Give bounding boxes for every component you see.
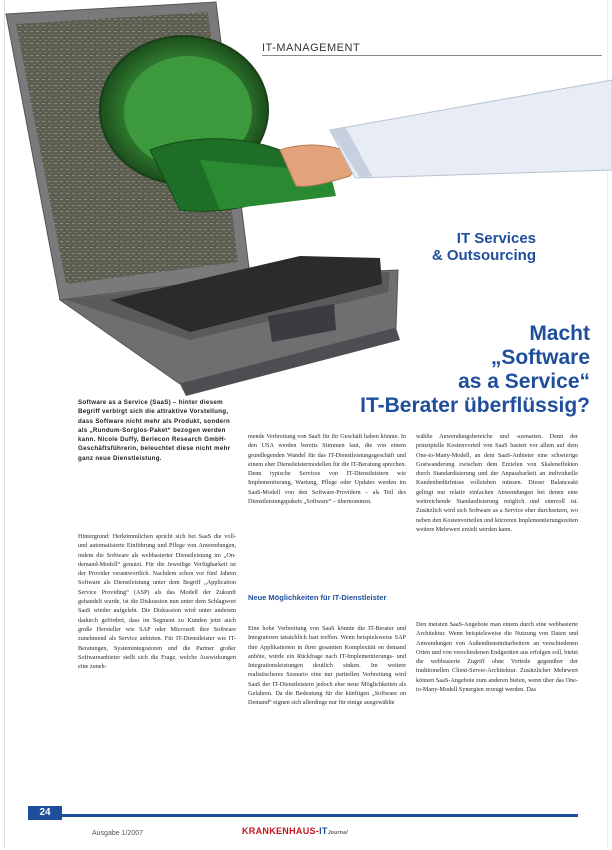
- headline-line-1: Macht: [529, 322, 590, 345]
- issue-label: Ausgabe 1/2007: [92, 830, 143, 837]
- headline-line-4: IT-Berater überflüssig?: [360, 394, 590, 417]
- body-column-3: wählte Anwendungsbereiche und -szenarien. Denn der prinzipielle Kostenvorteil von SaaS basiert vor allem auf dem One-to-Many-Modell, an dem SaaS-Anbieter eine schwierige Gratwanderung zwischen dem Erzielen von Skaleneffekten durch Standardisierung und der Anpassbarkeit an individuelle Kundenbedürfnisse vollziehen müssen. Dieser Balanceakt gelingt nur relativ einfachen Anwendungen bei denen eine weitreichende Standardisierung möglich und sinnvoll ist. Zusätzlich wird sich Software as a Service eher durchsetzen, wo neben den Kostenvorteilen und kürzeren Implementierungszeiten weitere Mehrwert erzielt werden kann.: [416, 433, 578, 533]
- headline-line-3: as a Service“: [458, 370, 590, 393]
- logo-it-text: IT: [319, 826, 328, 836]
- body-column-1: Hintergrund: Herkömmlichen spricht sich bei SaaS die voll- und automatisierte Einführung und Pflege von Anwendungen, indem die Software als webbasierter Dienstleistung im „On-demand-Modell“ genutzt. Für die Jeweilige Verfügbarkeit ist der Provider verantwortlich. Nachdem schon vor fünf Jahren Software als Dienstleistung unter dem Begriff „Application Service Providing“ (ASP) als das Modell der Zukunft gehandelt wurde, ist die Diskussion nun unter dem Schlagwort SaaS wieder aufgelebt. Die Diskussion wird unter anderem dadurch gefördert, dass im Segment zu Kunden jetzt auch große Hersteller wie SAP oder Microsoft ihre Software zunehmend als Service anbieten. Für IT-Dienstleister wie IT-Beratungen, Systemintegratoren und die Partner großer Softwareanbieter stellt sich die Frage, welche Auswirkungen eine zuneh-: [78, 533, 236, 671]
- category-line-2: & Outsourcing: [431, 247, 536, 264]
- footer-rule: [28, 814, 578, 817]
- body-column-2: mende Verbreitung von SaaS für ihr Geschäft haben könnte. In den USA werden bereits Stimmen laut, die von einem grundlegenden Wandel für das IT-Dienstleistungsgeschäft und einem eher Dienstleistermodellen für die IT-Beratung sprechen. Denn typische Services von IT-Dienstleistern wie Implementierung, Wartung, Pflege oder Updates werden im SaaS-Modell von den Software-Providern – als Teil des Dienstleistungspakets „Software“ – übernommen.: [248, 433, 406, 506]
- category-label: [432, 230, 536, 264]
- category-line-1: IT Services: [456, 230, 536, 247]
- article-headline: [360, 322, 590, 418]
- logo-main-text: KRANKENHAUS-: [242, 826, 320, 836]
- section-label: IT-MANAGEMENT: [262, 42, 602, 56]
- logo-journal-text: Journal: [327, 830, 348, 836]
- headline-line-2: „Software: [490, 346, 590, 369]
- publication-logo: [242, 826, 348, 836]
- lead-paragraph: Software as a Service (SaaS) – hinter diesem Begriff verbirgt sich die attraktive Vorstellung, dass Software nicht mehr als Produkt, sondern als „Rundum-Sorglos-Paket“ bezogen werden kann. Nicole Duffy, Berlecon Research GmbH-Geschäftsführerin, beleuchtet diese nicht mehr ganz neue Dienstleistung.: [78, 399, 231, 462]
- section-subheading: Neue Möglichkeiten für IT-Dienstleister: [248, 593, 387, 602]
- page-number: 24: [28, 806, 62, 820]
- body-column-2-continued: Eine hohe Verbreitung von SaaS könnte die IT-Berater und Integratoren tatsächlich hart treffen. Wenn beispielsweise SAP ihre Applikationen in ihrer gesamten Komplexität on demand anböte, würde ein Rückfrage nach IT-Implementierungs- und Integrationsleistungen deutlich sinken. Im weitere realistischeres Szenario eine nur partiellen Verbreitung wird SaaS der IT-Dienstleistern jedoch eher neue Möglichkeiten als Gefahren. Da die Bedeutung für die künftigen „Software on Demand“ eignen sich allerdings nur für einige ausgewählte: [248, 625, 406, 707]
- body-column-3-continued: Den meisten SaaS-Angebote man einem durch eine webbasierte Architektur. Wenn beispielsweise die Nutzung von Daten und Anwendungen von Außendienstmitarbeitern an verschiedenen Orten und von verschiedenen Endgeräten aus erfolgen soll, bietet die webbasierte Zugriff ohne Vorteile gegenüber der traditionellen Client-Server-Architektur. Zusätzlicher Mehrwert können SaaS-Angebote zum anderen bieten, wenn über das One-to-Many-Modell Synergien erzeugt werden. Das: [416, 621, 578, 694]
